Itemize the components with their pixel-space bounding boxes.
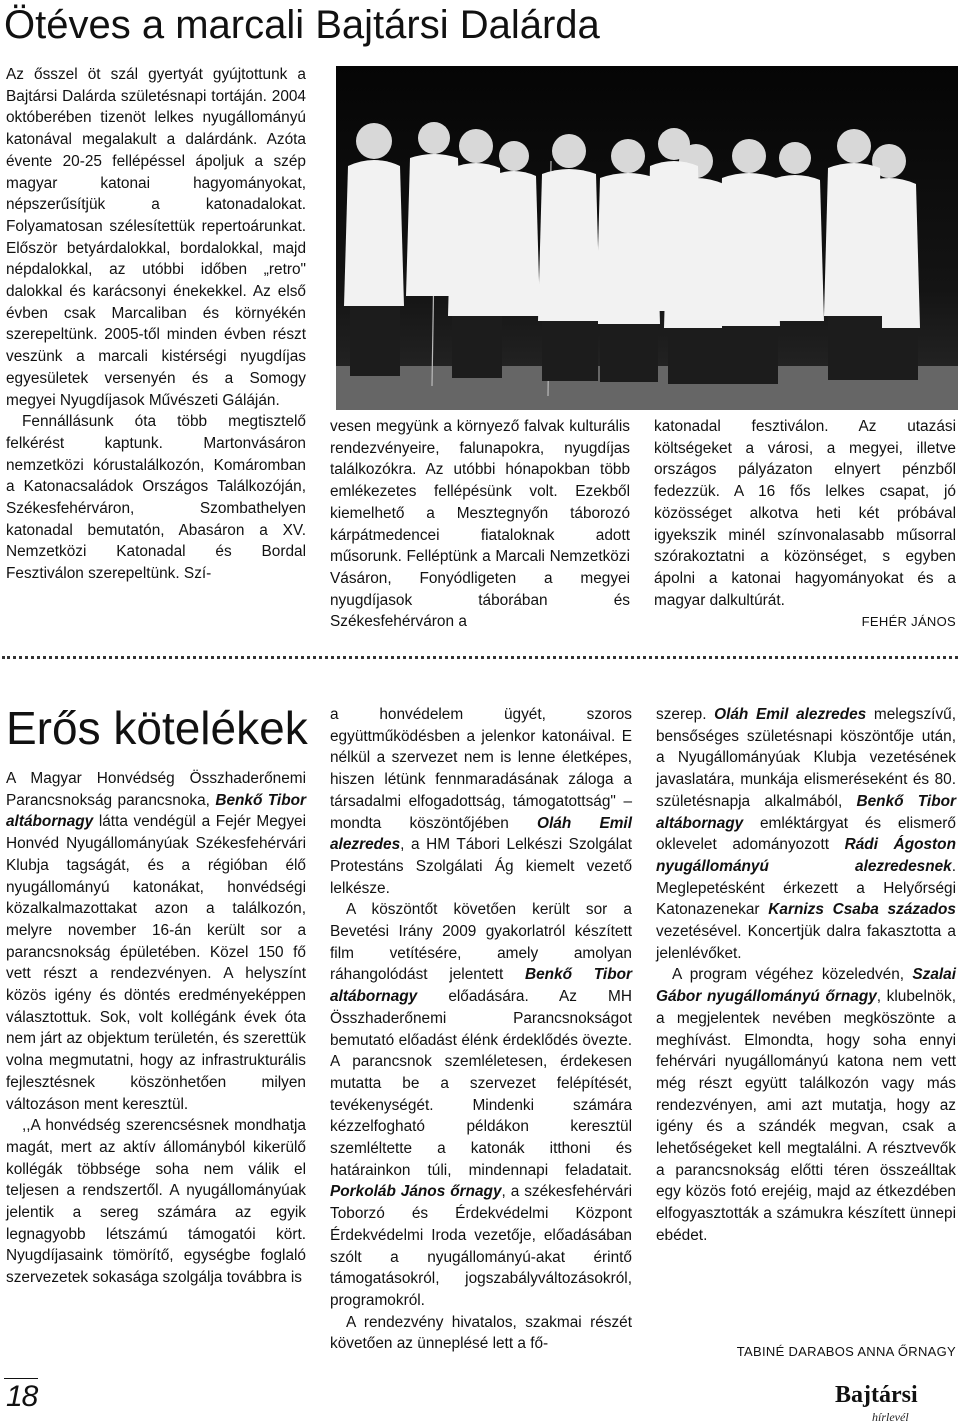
person-name: Benkő Tibor altábornagy: [6, 791, 306, 831]
article-column-1: [6, 768, 306, 1289]
paragraph: A Magyar Honvédség Összhaderőnemi Parancsnokság parancsnoka, Benkő Tibor altábornagy látta vendégül a Fejér Megyei Honvéd Nyugállományúak Székesfehérvári Klubja tagságát, és a régióban élő nyugállományú katonákat, honvédségi közalkalmazottakat azon a találkozón, melyre november 16-án került sor a parancsnokság épületében. Közel 150 fő vett részt a rendezvényen. A helyszínt közös igény és döntés eredményeképpen választottuk. Sok, volt kollégánk évek óta nem járt az objektum területén, és szerettük volna megmutatni, hogy az infrastrukturális fejlesztésnek köszönhetően milyen változáson ment keresztül.: [6, 770, 306, 1113]
article-title: Ötéves a marcali Bajtársi Dalárda: [4, 3, 600, 47]
article-column-1: [6, 64, 306, 585]
person-name: Porkoláb János őrnagy: [330, 1183, 502, 1201]
article-column-2: [330, 704, 632, 1355]
article-column-3: [656, 704, 956, 1247]
paragraph: a honvédelem ügyét, szoros együttműködésben a jelenkor katonáival. E nélkül a szervezet nem is lenne életképes, hiszen létünk fennmaradásának záloga a társadalmi elfogadottság, támogatottság" – mondta köszöntőjében Oláh Emil alezredes, a HM Tábori Lelkészi Szolgálat Protestáns Szolgálati Ág kiemelt vezető lelkésze.: [330, 706, 632, 897]
paragraph: vesen megyünk a környező falvak kulturális rendezvényeire, falunapokra, nyugdíjas találkozókra. Az utóbbi hónapokban több emlékezetes fellépésünk volt. Ezekből kiemelhető a Mesztegnyőn táborozó kárpátmedencei fiataloknak adott műsorunk. Felléptünk a Marcali Nemzetközi Vásáron, Fonyódligeten a megyei nyugdíjasok táborában és Székesfehérváron a: [330, 418, 630, 631]
paragraph: A program végéhez közeledvén, Szalai Gábor nyugállományú őrnagy, klubelnök, a megjelentek nevében megköszönte a meghívást. Elmondta, hogy soha ennyi fehérvári nyugállományú katona nem vett még részt együtt találkozón vagy más rendezvényen, ami azt mutatja, hogy az igény és a szándék megvan, csak a lehetőségeket kell megtalálni. A résztvevők a parancsnokság előtti téren összeálltak egy közös fotó erejéig, majd az étkezdében elfogyasztották a számukra készített ünnepi ebédet.: [656, 966, 956, 1244]
person-name: Szalai Gábor nyugállományú őrnagy: [656, 966, 956, 1006]
paragraph: Az ősszel öt szál gyertyát gyújtottunk a Bajtársi Dalárda születésnapi tortáján. 2004 októberében tizenöt lelkes nyugállományú katonával megalakult a dalárdánk. Azóta évente 20-25 fellépéssel ápoljuk a szép magyar katonai hagyományokat, népszerűsítjük a katonadalokat. Folyamatosan szélesítettük repertoárunkat. Először betyárdalokkal, bordalokkal, majd népdalokkal, az utóbbi időben „retro" dalokkal és karácsonyi énekekkel. Az első évben csak Marcaliban és környékén szerepeltünk. 2005-től minden évben részt veszünk a marcali kistérségi nyugdíjas egyesületek versenyén és a Somogy megyei Nyugdíjasok Művészeti Gáláján.: [6, 66, 306, 409]
page-number-rule: [4, 1378, 38, 1379]
paragraph: katonadal fesztiválon. Az utazási költségeket a városi, a megyei, illetve országos pályázaton elnyert pénzből fedezzük. A 16 fős lelkes csapat, jó közösséget alkotva heti két próbával igyekszik minél színvonalasabb műsorral szórakoztatni a közönséget, s egyben ápolni a katonai hagyományokat és a magyar dalkultúrát.: [654, 418, 956, 609]
author-signature-wrap: [656, 1344, 956, 1359]
paragraph: A köszöntőt követően került sor a Bevetési Irány 2009 gyakorlatról készített film vetítésére, amely amolyan ráhangolódást jelentett Benkő Tibor altábornagy előadására. Az MH Összhaderőnemi Parancsnokságot bemutató előadást élénk érdeklődés övezte. A parancsnok szemléletesen, érdekesen mutatta be a szervezet felépítését, tevékenységét. Mindenki számára kézzelfogható példákon keresztül szemléltette a katonák itthoni és határainkon túli, mindennapi feladatait. Porkoláb János őrnagy, a székesfehérvári Toborzó és Érdekvédelmi Központ Érdekvédelmi Iroda vezetője, előadásában szólt a nyugállományú-akat érintő támogatásokról, jogszabályváltozásokról, programokról.: [330, 901, 632, 1309]
paragraph: Fennállásunk óta több megtisztelő felkérést kaptunk. Martonvásáron nemzetközi kórustalálkozón, Komáromban a Katonacsaládok Országos Találkozóján, Székesfehérváron, Szombathelyen katonadal bemutatón, Abasáron a XV. Nemzetközi Katonadal és Bordal Fesztiválon szerepeltünk. Szí-: [6, 413, 306, 583]
paragraph: szerep. Oláh Emil alezredes melegszívű, bensőséges születésnapi köszöntője után, a Nyugállományúak Klubja vezetésének javaslatára, munkája elismeréseként és 80. születésnapja alkalmából, Benkő Tibor altábornagy emléktárgyat és elismerő oklevelet adományozott Rádi Ágoston nyugállományú alezredesnek. Meglepetésként érkezett a Helyőrségi Katonazenekar Karnizs Csaba százados vezetésével. Koncertjük dalra fakasztotta a jelenlévőket.: [656, 706, 956, 962]
person-name: Oláh Emil alezredes: [714, 706, 867, 723]
paragraph: A rendezvény hivatalos, szakmai részét követően az ünneplésé lett a fő-: [330, 1313, 632, 1353]
author-signature: TABINÉ DARABOS ANNA ŐRNAGY: [736, 1344, 956, 1359]
newsletter-logo-subtitle: hírlevél: [872, 1410, 909, 1424]
person-name: Benkő Tibor altábornagy: [656, 792, 956, 832]
person-name: Rádi Ágoston nyugállományú alezredesnek: [656, 836, 956, 875]
section-divider: [2, 656, 958, 659]
page-number: 18: [6, 1380, 38, 1413]
paragraph: ,,A honvédség szerencsésnek mondhatja magát, mert az aktív állományból kikerülő kollégák többsége soha nem válik el teljesen a rendszertől. A nyugállományúak jelentik a sereg számára az egyik legnagyobb létszámú támogatói kört. Nyugdíjasaink tömörítő, egységbe foglaló szervezetek sokasága szolgálja továbbra is: [6, 1117, 306, 1287]
newsletter-logo: Bajtársi: [835, 1382, 918, 1408]
person-name: Benkő Tibor altábornagy: [330, 966, 632, 1006]
article-column-3: [654, 416, 956, 633]
choir-photo: [336, 66, 958, 410]
person-name: Karnizs Csaba százados: [768, 901, 956, 919]
author-signature: FEHÉR JÁNOS: [861, 614, 956, 630]
article-title: Erős kötelékek: [6, 702, 308, 754]
choir-photo-image: [336, 66, 958, 410]
person-name: Oláh Emil alezredes: [330, 814, 632, 854]
article-column-2: [330, 416, 630, 633]
